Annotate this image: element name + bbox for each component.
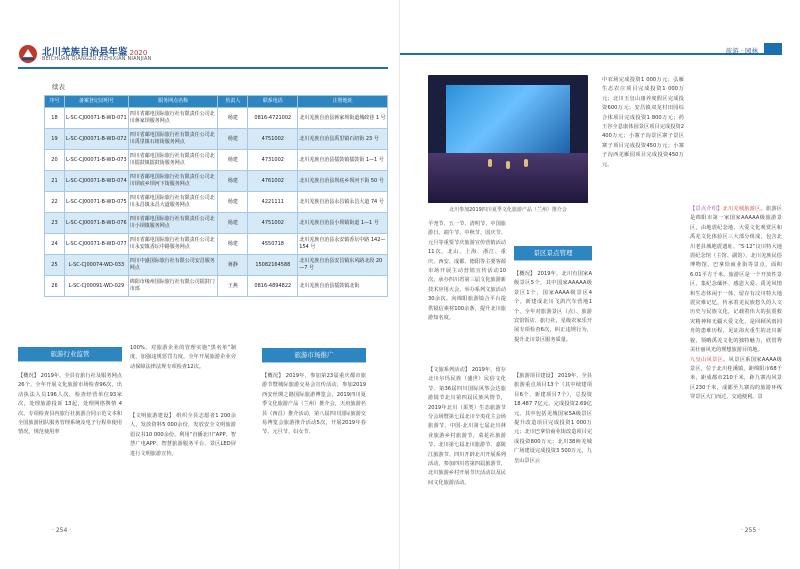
scenic-intro-heading: 【景点介绍】 <box>690 206 723 212</box>
table-row <box>45 213 388 234</box>
registration-id-cell: L-SC-CJ00071-B-WD-073 <box>64 150 128 171</box>
scenic-paragraph-2: 【旅游项目建设】 2019年，全县旅游重点项目13个（其中续建项目6个、新建项目7个），总投资18.487 7亿元，完成投资2.69亿元。其中包括羌城国家5A级景区提升改造项目完成投资1 000万元；北川巴拿恰商业街改造项目完成投资800万元；北川38师羌城广场建设完成投资3 500万元，九皇山景区云 <box>514 373 592 464</box>
phone-cell: 0816-4721002 <box>248 108 298 129</box>
phone-cell: 4761002 <box>248 171 298 192</box>
page-number-right: · 255 · <box>740 527 760 534</box>
address-cell: 北川羌族自治县蒋家坝街道城政巷 1 号 <box>298 108 388 129</box>
table-row <box>45 171 388 192</box>
service-point-name-cell: 四川省邮电国际旅行社有限责任公司北川坝底乡坝河下街服务网点 <box>128 171 218 192</box>
address-cell: 北川羌族自治县坝底乡坝河下街 50 号 <box>298 171 388 192</box>
table-row <box>45 150 388 171</box>
phone-cell: 4731002 <box>248 150 298 171</box>
person-in-charge-cell: 杨建 <box>218 150 248 171</box>
service-point-name-cell: 四川中盛国际旅行社有限公司安昌服务网点 <box>128 255 218 276</box>
book-header <box>18 44 386 66</box>
row-number-cell: 22 <box>45 192 65 213</box>
header-rule-right <box>400 53 782 55</box>
address-cell: 北川羌族自治县小坝镇街道 1—1 号 <box>298 213 388 234</box>
phone-cell: 15082164588 <box>248 255 298 276</box>
registration-id-cell: L-SC-CJ00071-B-WD-074 <box>64 171 128 192</box>
registration-id-cell: L-SC-CJ00071-B-WD-072 <box>64 129 128 150</box>
row-number-cell: 25 <box>45 255 65 276</box>
scenic-intro-body: 。旅游区是绵阳市第一家国家AAAAA级旅游景区，由地震纪念地、大爱文化观赏区和禹羌文化体验区三大部分组成，包含北川老县城地震遗址、“5·12”汶川特大地震纪念馆（主馆、副馆）、北川羌族民俗博物馆、巴拿恰商业街等景点，面积6.01平方千米。旅游区是一个开放性景区，集纪念缅怀、感恩大爱、禹羌风情和生态休闲于一体，留存有汶川特大地震灾难记忆，传承着羌民族悠久的人文历史与民族文化，记载着伟大的抗震救灾精神和无疆大爱文化，是回顾风雨同舟的患难历程，见证浴火重生的北川新貌，领略禹羌文化的独特魅力，欣赏秀美壮丽风光的理想旅游目的地。 <box>690 206 782 354</box>
registration-id-cell: L-SC-CJ00071-B-WD-075 <box>64 192 128 213</box>
registration-id-cell: L-SC-CJ00074-WD-033 <box>64 255 128 276</box>
table-row <box>45 192 388 213</box>
address-cell: 北川羌族自治县永昌镇永昌大道 74 号 <box>298 192 388 213</box>
table-column-header: 备案登记证明号 <box>64 96 128 108</box>
table-column-header: 联系电话 <box>248 96 298 108</box>
event-photo <box>428 75 588 203</box>
table-row <box>45 234 388 255</box>
table-row <box>45 255 388 276</box>
address-cell: 北川羌族自治县永安镇香坛中路 142—154 号 <box>298 234 388 255</box>
person-in-charge-cell: 杨建 <box>218 171 248 192</box>
agency-register-table <box>44 95 388 297</box>
photo-figure <box>524 159 528 167</box>
address-cell: 北川羌族自治县安昌镇东风路北段 20—7 号 <box>298 255 388 276</box>
scenic-paragraph-1: 【概况】 2019年，北川有国家A级景区5个，其中国家AAAAA级景区1个，国家AAAA级景区4个。新建成北川飞鸽汽车营地1个，全年对旅游景区（点）、旅游宾馆饭店、旅行社、星级农家乐开展专项检查6次，纠正违规行为，提升北川景区服务质量。 <box>514 271 592 343</box>
person-in-charge-cell: 杨建 <box>218 192 248 213</box>
scenic-intro-subheading: 北川羌城旅游区 <box>722 206 761 212</box>
phone-cell: 4221111 <box>248 192 298 213</box>
service-point-name-cell: 四川省邮电国际旅行社有限责任公司北川小坝镇服务网点 <box>128 213 218 234</box>
phone-cell: 4751002 <box>248 129 298 150</box>
photo-screen <box>446 85 570 155</box>
table-header-row <box>45 96 388 108</box>
book-title-en: BEICHUAN QIANGZU ZIZHIXIAN NIANJIAN <box>42 56 152 62</box>
industry-paragraph-1: 【概况】 2019年，全县有旅行社及服务网点26个。全年开展文化旅游市场检查96次，出动执法人员196人次，检查经营单位93家次，处理旅游投诉 13起，处理网络舆情 4次，专项检查县内旅行社旅游合同示范文本和全国旅游团队服务管理系统及电子行程单使用情况，规范使用率 <box>18 373 122 436</box>
address-cell: 北川羌族自治县禹里镇石纽街 23 号 <box>298 129 388 150</box>
table-column-header: 负责人 <box>218 96 248 108</box>
photo-figure <box>488 159 492 167</box>
industry-paragraph-3: 【文明旅游建设】 组织全县志愿者1 200余人，发放资料5 000余份，发放安全文明旅游倡议书10 000余份。利用“直播北川”APP、智慧广电APP、智慧旅游服务平台、景区LED屏进行文明旅游宣传。 <box>130 413 236 457</box>
service-point-name-cell: 四川省邮电国际旅行社有限责任公司北川永昌镇永昌大道服务网点 <box>128 192 218 213</box>
row-number-cell: 24 <box>45 234 65 255</box>
row-number-cell: 23 <box>45 213 65 234</box>
table-column-header: 序号 <box>45 96 65 108</box>
phone-cell: 0816-4894822 <box>248 276 298 297</box>
person-in-charge-cell: 蒋静 <box>218 255 248 276</box>
header-tab <box>764 43 782 55</box>
book-year: 2020 <box>129 49 148 57</box>
table-column-header: 服务网点名称 <box>128 96 218 108</box>
scenic-jiuhuang-body: 。风景区系国家AAAA级景区，位于北川桂溪镇，距绵阳市68千米，距成都市210千米，距九寨沟风景区230千米，成都至九寨沟的旅游环线穿景区大门而过，交通便利。景 <box>690 356 782 401</box>
address-cell: 北川羌族自治县擂鼓镇擂鼓街 1—1 号 <box>298 150 388 171</box>
right-page <box>400 0 800 569</box>
person-in-charge-cell: 王燕 <box>218 276 248 297</box>
person-in-charge-cell: 杨建 <box>218 108 248 129</box>
middle-paragraph-1: 羊尧节、五一节、清明节、中国旅游日、端午节、中秋节、国庆节、元旦等重要节庆旅游宣传营销活动11次。北山、上海、浙江、重庆、西安、成都、德阳等主要客源市场开展主动营销宣传活动10次，承办四川省第三届文化旅游新技术应用大会，举办系列文旅活动30余次。向绵阳旅游镜合平台提供镜信素材100余条，提升北川旅游知名度。 <box>428 221 506 322</box>
service-point-name-cell: 四川省邮电国际旅行社有限责任公司北川蒋家坝服务网点 <box>128 108 218 129</box>
table-continued-label: 续表 <box>52 83 65 91</box>
scenic-intro <box>690 205 782 403</box>
service-point-name-cell: 四川省邮电国际旅行社有限责任公司北川擂鼓镇擂鼓街服务网点 <box>128 150 218 171</box>
row-number-cell: 26 <box>45 276 65 297</box>
photo-caption: 北川参加2019四川夏季文化旅游产品（兰州）推介会 <box>449 207 567 213</box>
registration-id-cell: L-SC-CJ00091-WD-029 <box>64 276 128 297</box>
market-paragraph-1: 【概况】 2019年，参加第23届重庆都市旅游节暨城际旅游交易会宣传活动，参加2019西安丝绸之路国际旅游博览会，2019四川夏季文化旅游产品（兰州）推介会，天府旅游名县（西昌）推介活动，第八届四川国际旅游交易博览会旅游推介活动5次，开展2019年春节、元旦节、妇女节、 <box>262 373 366 436</box>
registration-id-cell: L-SC-CJ00071-B-WD-076 <box>64 213 128 234</box>
person-in-charge-cell: 杨建 <box>218 129 248 150</box>
right-paragraph-1: 中农场完成投资1 000万元；弘雁生态农庄项目完成投资1 000万元；北川玉皇山康养度假区完成投资600万元；安昌镇双龙村田园综合体项目完成投资1 800万元；药王谷全息康体园景区项目完成投资2 400万元；小寨子沟景区寨子景区寨子项目完成投资450万元；小寨子沟西羌雁园项目完成投资450万元。 <box>602 77 684 168</box>
row-number-cell: 21 <box>45 171 65 192</box>
person-in-charge-cell: 杨建 <box>218 213 248 234</box>
table-row <box>45 108 388 129</box>
row-number-cell: 19 <box>45 129 65 150</box>
section-market-title: 旅游市场推广 <box>262 348 366 362</box>
registration-id-cell: L-SC-CJ00071-B-WD-071 <box>64 108 128 129</box>
table-column-header: 注册地址 <box>298 96 388 108</box>
photo-figure <box>506 161 510 169</box>
section-scenic-title: 景区景点管理 <box>514 246 592 260</box>
page-number-left: · 254 · <box>52 527 72 534</box>
section-industry-title: 旅游行业监管 <box>18 347 122 361</box>
service-point-name-cell: 四川省邮电国际旅行社有限责任公司北川永安镇香坛中路服务网点 <box>128 234 218 255</box>
person-in-charge-cell: 杨建 <box>218 234 248 255</box>
registration-id-cell: L-SC-CJ00071-B-WD-077 <box>64 234 128 255</box>
middle-paragraph-2: 【文旅系列活动】 2019年，留存北川尔玛民族（盛世）民俗文化节、第36届四川国际风筝会达旅游镜节北川第四届民族风情节，2019年北川（果类）生态旅游节分会场暨第七届北川辛夷花主会场旅游节，中国·北川第七届北川林业旅游乡村旅游节，菜花社旅游节、北川第七届北川旅游节、嘉陵江旅游节、四川开辟北川开展系列活动，参加四川省第四届旅游节，北川旅游乡村开展节庆活动以及民间文化旅游活动。 <box>428 367 506 486</box>
yearbook-logo-icon <box>18 44 38 64</box>
phone-cell: 4751002 <box>248 213 298 234</box>
address-cell: 北川羌族自治县擂鼓镇北街 <box>298 276 388 297</box>
table-row <box>45 276 388 297</box>
row-number-cell: 18 <box>45 108 65 129</box>
section-header-label: 旅游 · 园林 <box>725 47 758 55</box>
service-point-name-cell: 绵阳市缘州国际旅行社有限公司擂鼓门市部 <box>128 276 218 297</box>
service-point-name-cell: 四川省邮电国际旅行社有限责任公司北川禹里镇石纽街服务网点 <box>128 129 218 150</box>
table-row <box>45 129 388 150</box>
scenic-jiuhuang-heading: 九皇山风景区 <box>690 356 724 363</box>
book-title: 北川羌族自治县年鉴 2020 <box>42 47 148 58</box>
phone-cell: 4550718 <box>248 234 298 255</box>
row-number-cell: 20 <box>45 150 65 171</box>
industry-paragraph-2: 100%。对旅游企业的管理实施“黑名单”制度，加强违规惩罚力度。全年开展旅游企业旁动保障法律法规专项检查12次。 <box>130 345 236 370</box>
header-rule <box>18 67 388 69</box>
